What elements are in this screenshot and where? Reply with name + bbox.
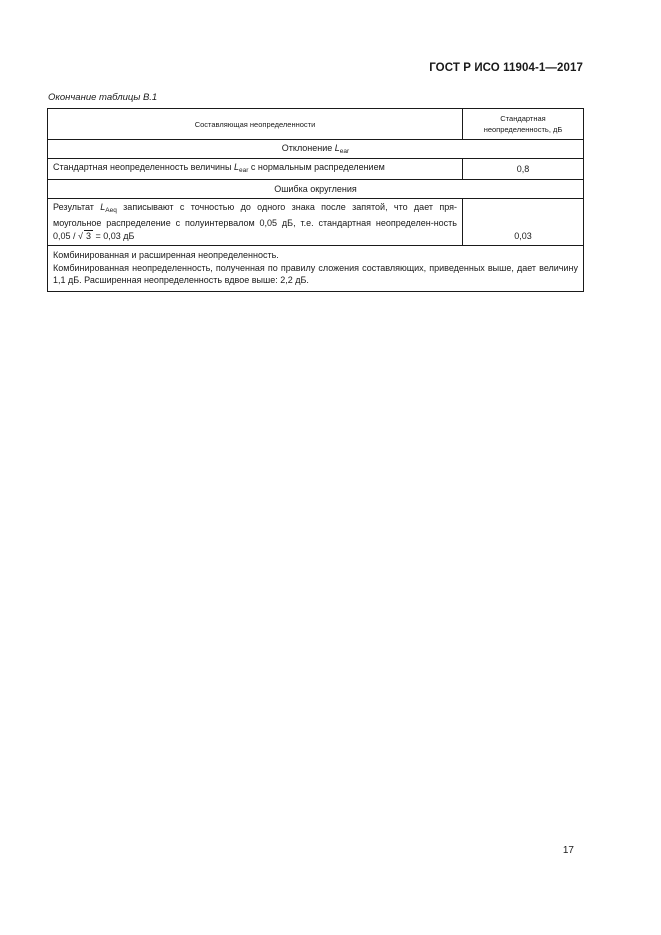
table-header-row xyxy=(48,109,584,140)
section-title-rounding: Ошибка округления xyxy=(48,180,584,199)
row-description: Стандартная неопределенность величины $L_{ear}$ с нормальным распределением xyxy=(48,159,463,180)
combined-row xyxy=(48,246,584,292)
column-header-component: Составляющая неопределенности xyxy=(48,109,463,140)
combined-line1: Комбинированная и расширенная неопределенность. xyxy=(53,250,279,260)
section-row-rounding xyxy=(48,180,584,199)
uncertainty-table xyxy=(47,108,584,292)
table-row xyxy=(48,159,584,180)
column-header-line2: неопределенность, дБ xyxy=(483,125,563,134)
row-value: 0,03 xyxy=(463,199,584,246)
table-caption: Окончание таблицы В.1 xyxy=(48,92,158,103)
section-title-deviation: Отклонение $L_{ear}$ xyxy=(48,140,584,159)
table-row xyxy=(48,199,584,246)
document-code: ГОСТ Р ИСО 11904-1—2017 xyxy=(429,62,583,74)
row-description: Результат $L_{Aeq}$ записывают с точностью до одного знака после запятой, что дает пря-моугольное распределение с полуинтервалом 0,05 дБ, т.е. стандартная неопределен-ность 0,05 / √ 3 = 0,03 дБ xyxy=(48,199,463,246)
sqrt-argument: 3 xyxy=(85,231,91,241)
column-header-uncertainty xyxy=(463,109,584,140)
sqrt-sign: √ xyxy=(78,231,83,241)
page-number: 17 xyxy=(562,845,574,856)
combined-uncertainty-text xyxy=(48,246,584,292)
section-row-deviation xyxy=(48,140,584,159)
column-header-line1: Стандартная xyxy=(500,114,546,123)
combined-line2: Комбинированная неопределенность, полученная по правилу сложения составляющих, приведенных выше, дает величину 1,1 дБ. Расширенная неопределенность вдвое выше: 2,2 дБ. xyxy=(53,262,578,285)
row-value: 0,8 xyxy=(463,159,584,180)
